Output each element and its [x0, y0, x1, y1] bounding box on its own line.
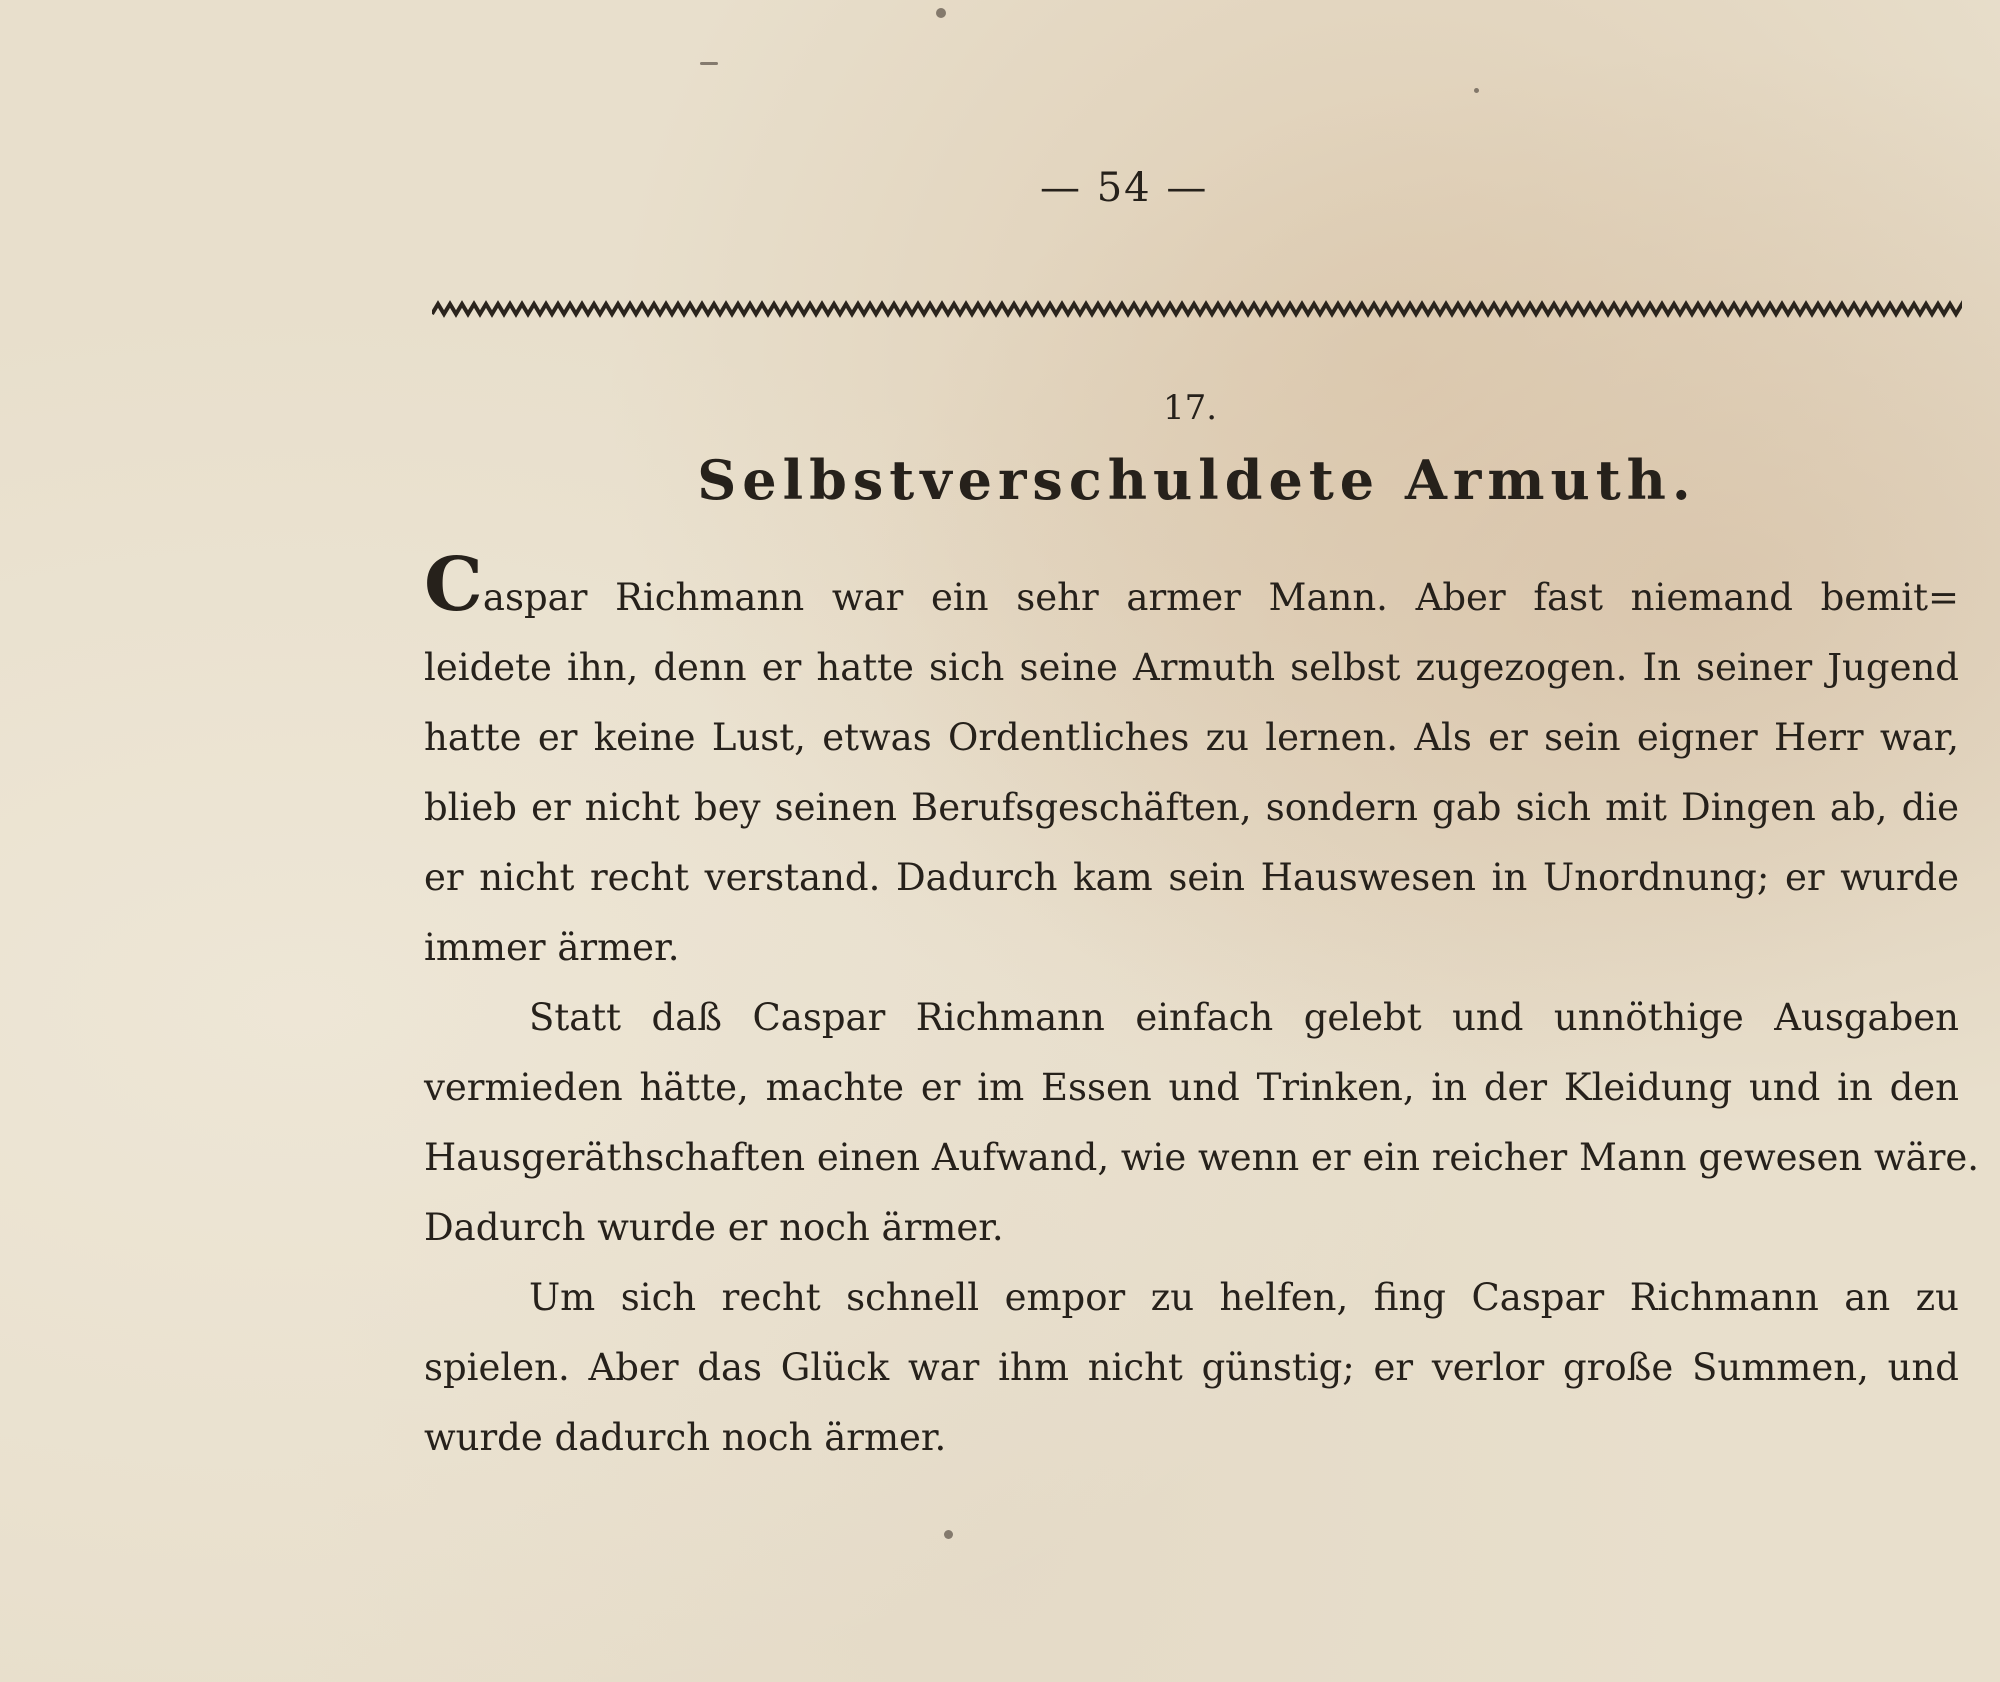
- text-line: immer ärmer.: [424, 926, 680, 969]
- text-line: wurde dadurch noch ärmer.: [424, 1416, 947, 1459]
- text-line: Dadurch wurde er noch ärmer.: [424, 1206, 1004, 1249]
- chapter-number: 17.: [1163, 388, 1218, 428]
- text-line: spielen. Aber das Glück war ihm nicht günstig; er verlor große Summen, und: [424, 1346, 1959, 1389]
- text-line: Hausgeräthschaften einen Aufwand, wie wenn er ein reicher Mann gewesen wäre.: [424, 1136, 1980, 1179]
- paragraph-1: [424, 542, 1959, 983]
- paper-speck: [944, 1530, 953, 1539]
- text-line: Caspar Richmann war ein sehr armer Mann. Aber fast niemand bemit=: [424, 542, 1959, 628]
- paragraph-2: [424, 983, 1980, 1263]
- body-text: [424, 542, 1980, 1473]
- text-line: Um sich recht schnell empor zu helfen, fing Caspar Richmann an zu: [529, 1276, 1959, 1319]
- chapter-title: Selbstverschuldete Armuth.: [697, 448, 1697, 512]
- ornamental-wavy-rule: [432, 298, 1962, 322]
- text-line: vermieden hätte, machte er im Essen und Trinken, in der Kleidung und in den: [424, 1066, 1959, 1109]
- page-number: — 54 —: [1040, 165, 1209, 211]
- paper-speck: [1474, 88, 1479, 93]
- text-line: hatte er keine Lust, etwas Ordentliches zu lernen. Als er sein eigner Herr war,: [424, 716, 1959, 759]
- text-line: Statt daß Caspar Richmann einfach gelebt und unnöthige Ausgaben: [529, 996, 1959, 1039]
- text-line: leidete ihn, denn er hatte sich seine Armuth selbst zugezogen. In seiner Jugend: [424, 646, 1959, 689]
- text-line: er nicht recht verstand. Dadurch kam sein Hauswesen in Unordnung; er wurde: [424, 856, 1959, 899]
- paper-speck: [936, 8, 946, 18]
- text-line: blieb er nicht bey seinen Berufsgeschäften, sondern gab sich mit Dingen ab, die: [424, 786, 1959, 829]
- paper-speck: [700, 62, 718, 65]
- paragraph-3: [424, 1263, 1959, 1473]
